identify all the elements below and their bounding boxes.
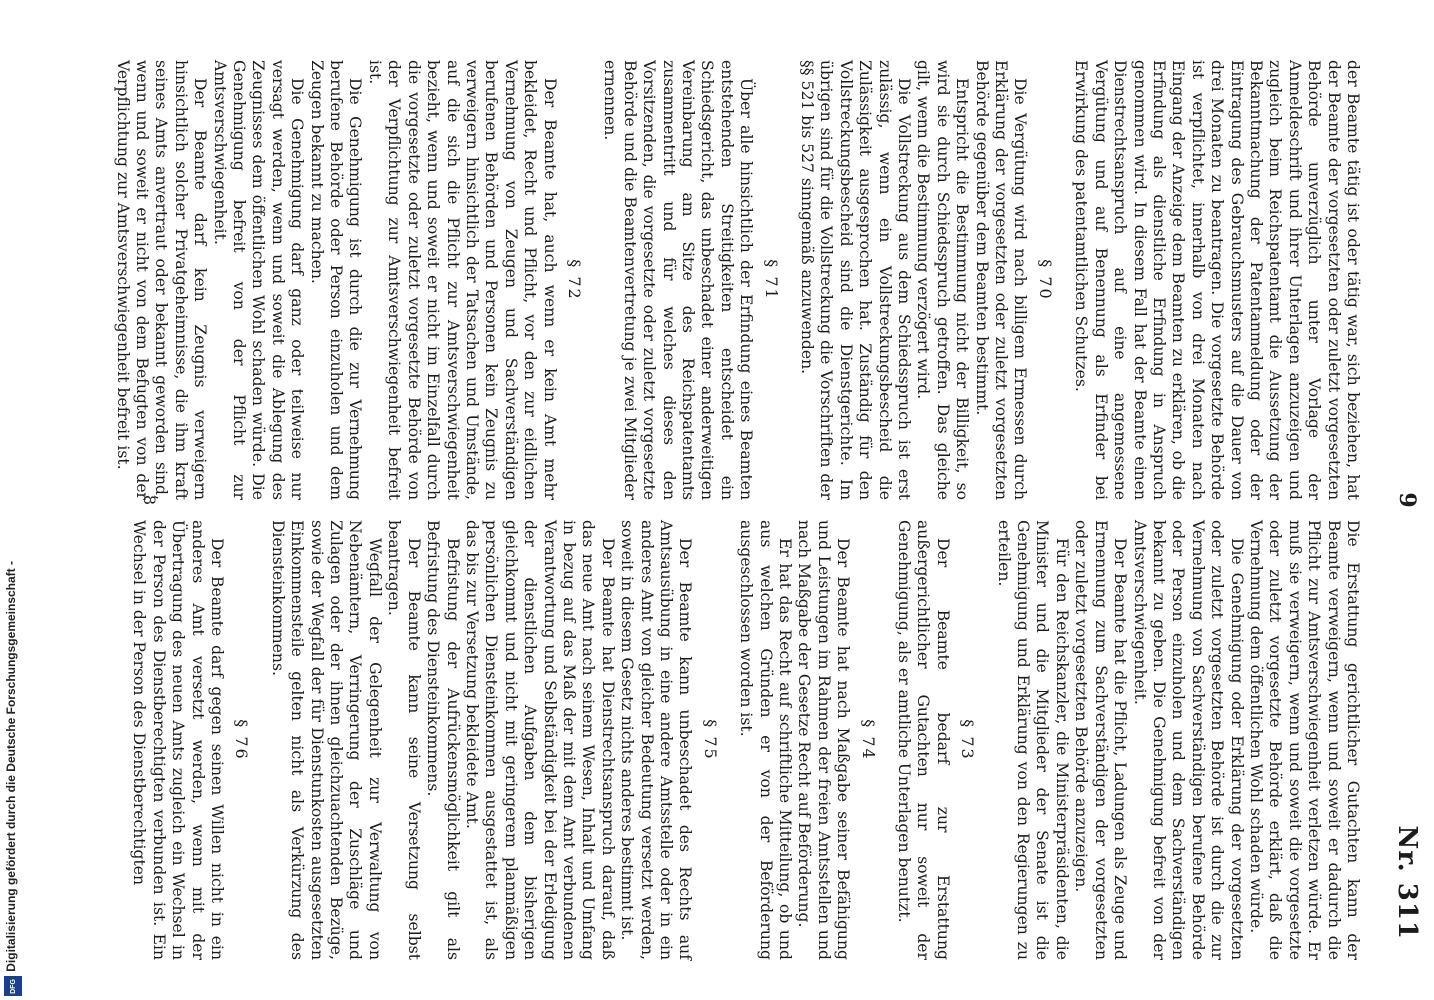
section-heading: § 74 [858,719,878,761]
left-text-column [112,60,1362,500]
paragraph: Der Beamte darf gegen seinen Willen nicht in ein anderes Amt versetzt werden, wenn mit der Übertragung des neuen Amts zugleich ein Wechsel in der Person des Dienstberechtigten verbunden ist. Ein Wechsel in der Person des Dienstberechtigten [130,520,227,960]
paragraph: Für den Reichskanzler, die Ministerpräsidenten, die Minister und die Mitglieder der Senate ist die Genehmigung und Erklärung von den Regierungen zu erteilen. [994,520,1071,960]
section [894,520,978,960]
digitization-credit [0,561,28,1000]
paragraph: Die Genehmigung darf ganz oder teilweise nur versagt werden, wenn und soweit die Ablegung des Zeugnisses dem öffentlichen Wohl schaden würde. Die Genehmigung befreit von der Pflicht zur Amtsverschwiegenheit. [210,60,307,500]
section [267,520,719,960]
paragraph: der Beamte tätig ist oder tätig war, sich beziehen, hat der Beamte der vorgesetzten oder zuletzt vorgesetzten Behörde unverzüglich unter Vorlage der Anmeldeschrift und ihrer Unterlagen anzuzeigen und zugleich beim Reichspatentamt die Aussetzung der Bekanntmachung der Patentanmeldung oder der Eintragung des Gebrauchsmusters auf die Dauer von drei Monaten zu beantragen. Die vorgesetzte Behörde ist verpflichtet, innerhalb von drei Monaten nach Eingang der Anzeige dem Beamten zu erklären, ob die Erfindung als dienstliche Erfindung in Anspruch genommen wird. In diesem Fall hat der Beamte einen Dienstrechtsanspruch auf eine angemessene Vergütung und auf Benennung als Erfinder bei Erwirkung des patentamtlichen Schutzes. [1072,60,1362,500]
section-heading: § 72 [564,259,584,301]
section-heading: § 70 [1035,259,1055,301]
section-heading: § 73 [958,719,978,761]
section [993,520,1362,960]
section-heading: § 75 [700,719,720,761]
paragraph: Die Genehmigung ist durch die zur Vernehmung berufene Behörde oder Person einzuholen und dem Zeugen bekannt zu machen. [307,60,365,500]
dfg-logo-icon [4,976,22,996]
paragraph: Über alle hinsichtlich der Erfindung eines Beamten entstehenden Streitigkeiten entscheidet ein Schiedsgericht, das unbeschadet einer anderweitigen Vereinbarung am Sitze des Reichspatentamts zusammentritt und für welches dieses den Vorsitzenden, die vorgesetzte oder zuletzt vorgesetzte Behörde und die Beamtenvertretung je zwei Mitglieder ernennen. [601,60,756,500]
section [1071,60,1362,500]
section [600,60,781,500]
paragraph: Der Beamte kann unbeschadet des Rechts auf Amtsausübung in eine andere Amtsstelle oder in ein anderes Amt von gleicher Bedeutung versetzt werden, soweit in diesem Gesetz nichts anderes bestimmt ist. [618,520,695,960]
section [797,60,1055,500]
page-number: 9 [1394,492,1420,508]
issue-number: Nr. 311 [1392,825,1422,940]
paragraph: Der Beamte hat, auch wenn er kein Amt mehr bekleidet, Recht und Pflicht, vor den zur eidlichen Vernehmung von Zeugen und Sachverständigen berufenen Behörden und Personen kein Zeugnis zu verweigern hinsichtlich der Tatsachen und Umstände, auf die sich die Pflicht zur Amtsverschwiegenheit bezieht, wenn und soweit er nicht im Einzelfall durch die vorgesetzte oder zuletzt vorgesetzte Behörde von der Verpflichtung zur Amtsverschwiegenheit befreit ist. [365,60,559,500]
paragraph: Die Erstattung gerichtlicher Gutachten kann der Beamte verweigern, wenn und soweit er dadurch die Pflicht zur Amtsverschwiegenheit verletzen würde. Er muß sie verweigern, wenn und soweit die vorgesetzte oder zuletzt vorgesetzte Behörde erklärt, daß die Vernehmung dem öffentlichen Wohl schaden würde. [1246,520,1362,960]
paragraph: Der Beamte hat Dienstrechtsanspruch darauf, daß das neue Amt nach seinem Wesen, Inhalt und Umfang in bezug auf das Maß der mit dem Amt verbundenen Verantwortung und Selbständigkeit bei der Erledigung der dienstlichen Aufgaben dem bisherigen gleichkommt und nicht mit geringerem planmäßigen persönlichen Diensteinkommen ausgestattet ist, als das bis zur Versetzung bekleidete Amt. [462,520,617,960]
paragraph: Entspricht die Bestimmung nicht der Billigkeit, so wird sie durch Schiedsspruch getroffen. Das gleiche gilt, wenn die Bestimmung verzögert wird. [914,60,972,500]
paragraph: Wegfall der Gelegenheit zur Verwaltung von Nebenämtern, Verringerung der Zuschläge und Zulagen oder der ihnen gleichzuachtenden Bezüge, sowie der Wegfall der für Dienstunkosten ausgesetzten Einkommensteile gelten nicht als Verkürzung des Diensteinkommens. [268,520,384,960]
running-head [1384,0,1424,1000]
credit-text: Digitalisierung gefördert durch die Deutsche Forschungsgemeinschaft - [4,561,18,972]
paragraph: Der Beamte bedarf zur Erstattung außergerichtlicher Gutachten nur soweit der Genehmigung, als er amtliche Unterlagen benutzt. [895,520,952,960]
section [736,520,878,960]
paragraph: Die Vergütung wird nach billigem Ermessen durch Erklärung der vorgesetzten oder zuletzt vorgesetzten Behörde gegenüber dem Beamten bestimmt. [972,60,1030,500]
section-heading: § 71 [761,259,781,301]
paragraph: Der Beamte hat die Pflicht, Ladungen als Zeuge und Ernennung zum Sachverständigen der vorgesetzten oder zuletzt vorgesetzten Behörde anzuzeigen. [1072,520,1130,960]
paragraph: Der Beamte darf kein Zeugnis verweigern hinsichtlich solcher Privatgeheimnisse, die ihm kraft seines Amts anvertraut oder bekannt geworden sind, wenn und soweit er nicht von dem Befugten von der Verpflichtung zur Amtsverschwiegenheit befreit ist. [113,60,210,500]
paragraph: Die Genehmigung oder Erklärung der vorgesetzten oder zuletzt vorgesetzten Behörde ist durch die zur Vernehmung von Sachverständigen berufene Behörde oder Person einzuholen und dem Sachverständigen bekannt zu geben. Die Genehmigung befreit von der Amtsverschwiegenheit. [1130,520,1246,960]
right-text-column [129,520,1362,960]
paragraph: Er hat das Recht auf schriftliche Mitteilung, ob und aus welchen Gründen er von der Beförderung ausgeschlossen worden ist. [737,520,795,960]
section [112,60,584,500]
section-heading: § 76 [232,719,252,761]
dfg-logo-text: DFG [9,978,17,994]
paragraph: Der Beamte kann seine Versetzung selbst beantragen. [385,520,423,960]
paragraph: Befristung der Aufrückensmöglichkeit gilt als Befristung des Diensteinkommens. [424,520,462,960]
paragraph: Die Vollstreckung aus dem Schiedsspruch ist erst zulässig, wenn ein Vollstreckungsbescheid die Zulässigkeit ausgesprochen hat. Zuständig für den Vollstreckungsbescheid sind die Dienstgerichte. Im übrigen sind für die Vollstreckung die Vorschriften der §§ 521 bis 527 sinngemäß anzuwenden. [798,60,914,500]
paragraph: Der Beamte hat nach Maßgabe seiner Befähigung und Leistungen im Rahmen der freien Amtsstellen und nach Maßgabe der Gesetze Recht auf Beförderung. [795,520,853,960]
signature-mark: 8 [140,494,159,506]
